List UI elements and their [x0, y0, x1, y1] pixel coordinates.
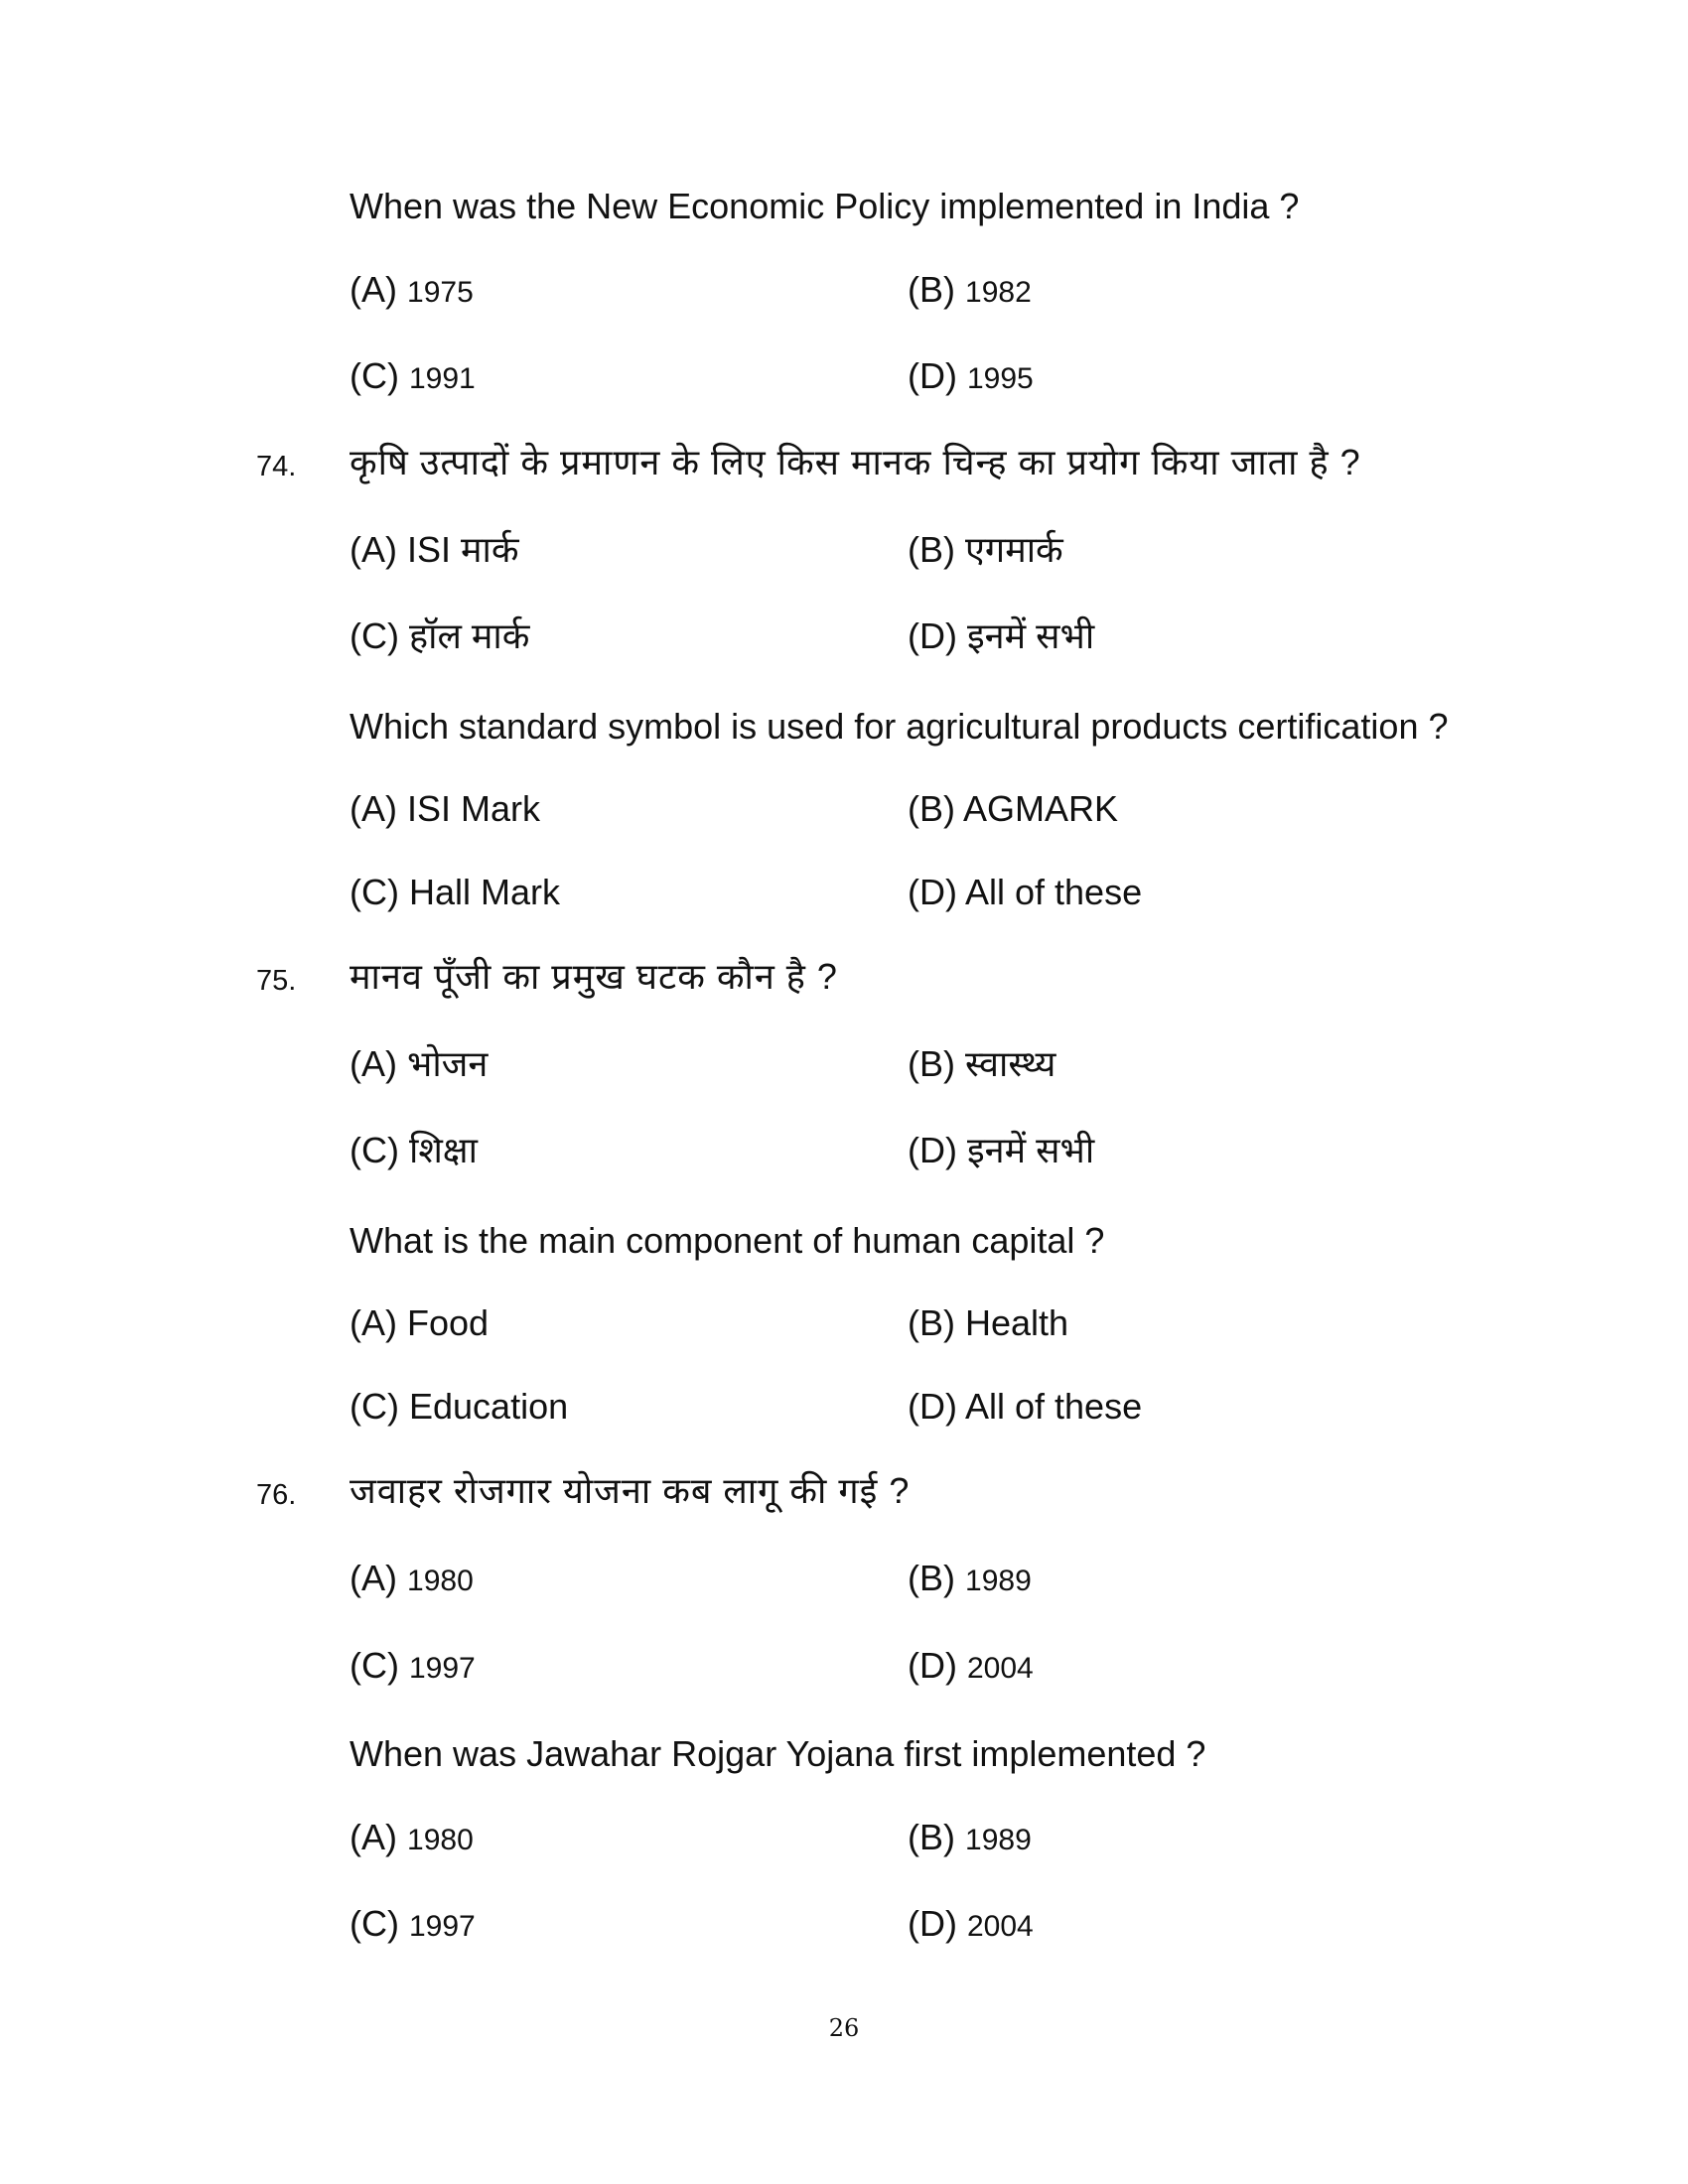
option-d: (D) All of these — [908, 872, 1143, 912]
option-d: (D) इनमें सभी — [908, 615, 1095, 656]
question-number: 75. — [256, 965, 297, 997]
option-b: (B) 1989 — [908, 1817, 1032, 1857]
option-a: (A) 1980 — [350, 1558, 474, 1598]
option-b: (B) 1982 — [908, 269, 1032, 310]
question-text-en: When was Jawahar Rojgar Yojana first implemented ? — [350, 1733, 1206, 1774]
option-b: (B) AGMARK — [908, 788, 1119, 829]
option-c: (C) 1991 — [350, 355, 476, 396]
option-d: (D) 2004 — [908, 1645, 1034, 1686]
question-text-hi: कृषि उत्पादों के प्रमाणन के लिए किस मानक चिन्ह का प्रयोग किया जाता है ? — [350, 442, 1361, 482]
option-b: (B) 1989 — [908, 1558, 1032, 1598]
question-text-en: When was the New Economic Policy implemented in India ? — [350, 186, 1300, 226]
question-text-hi: मानव पूँजी का प्रमुख घटक कौन है ? — [350, 956, 838, 997]
option-a: (A) भोजन — [350, 1043, 489, 1084]
option-d: (D) 1995 — [908, 355, 1034, 396]
question-text-en: What is the main component of human capital ? — [350, 1220, 1105, 1261]
option-c: (C) Education — [350, 1386, 569, 1427]
question-text-hi: जवाहर रोजगार योजना कब लागू की गई ? — [350, 1470, 911, 1511]
option-c: (C) 1997 — [350, 1645, 476, 1686]
option-d: (D) All of these — [908, 1386, 1143, 1427]
option-c: (C) Hall Mark — [350, 872, 561, 912]
option-a: (A) ISI Mark — [350, 788, 541, 829]
option-a: (A) ISI मार्क — [350, 529, 519, 570]
option-b: (B) एगमार्क — [908, 529, 1063, 570]
option-c: (C) शिक्षा — [350, 1130, 478, 1170]
option-d: (D) 2004 — [908, 1903, 1034, 1944]
page-number: 26 — [828, 2014, 860, 2042]
option-a: (A) Food — [350, 1302, 490, 1343]
option-a: (A) 1975 — [350, 269, 474, 310]
option-b: (B) Health — [908, 1302, 1069, 1343]
option-c: (C) 1997 — [350, 1903, 476, 1944]
question-number: 74. — [256, 451, 297, 482]
question-number: 76. — [256, 1479, 297, 1511]
option-d: (D) इनमें सभी — [908, 1130, 1095, 1170]
option-a: (A) 1980 — [350, 1817, 474, 1857]
question-text-en: Which standard symbol is used for agricultural products certification ? — [350, 706, 1449, 747]
option-b: (B) स्वास्थ्य — [908, 1043, 1056, 1084]
option-c: (C) हॉल मार्क — [350, 615, 530, 656]
